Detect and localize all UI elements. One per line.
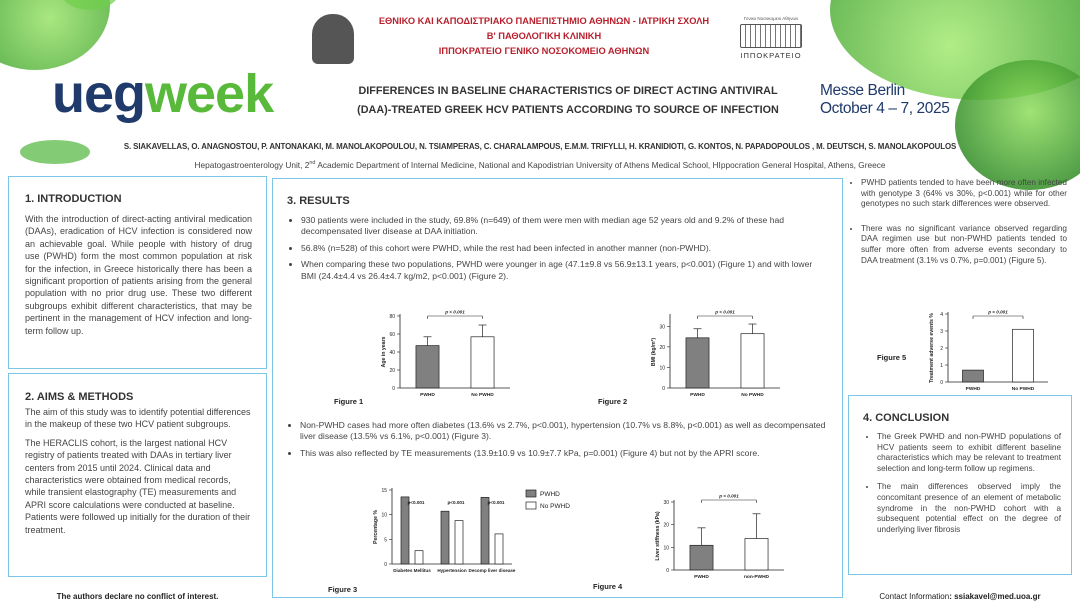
figure-3-caption: Figure 3 <box>328 585 358 594</box>
y-tick-label: 20 <box>389 368 395 374</box>
hospital-logo: Γενικο Νοσοκομειο Αθηνων ΙΠΠΟΚΡΑΤΕΙΟ <box>736 16 806 64</box>
y-tick-label: 20 <box>663 522 669 529</box>
aims-text-1: The aim of this study was to identify potential differences in the makeup of these two HCV patient subgroups. <box>25 407 251 430</box>
x-tick-label: PWHD <box>694 575 709 580</box>
y-tick-label: 0 <box>662 386 665 392</box>
y-tick-label: 4 <box>940 312 943 318</box>
y-axis-label: Percentage % <box>373 509 379 545</box>
legend-label: PWHD <box>540 491 560 498</box>
result-bullet: • 930 patients were included in the study, 69.8% (n=649) of them were men with median age 52 years old and 9.2% of these had decompensated liver disease at DAA initiation. <box>301 215 826 238</box>
y-tick-label: 0 <box>940 380 943 386</box>
x-tick-label: non-PWHD <box>743 575 770 580</box>
conclusion-bullet: • The main differences observed imply the concomitant presence of an element of metabolic syndrome in the non-PWHD cohort with a subsequent potential effect on the degree of underlying liver fibrosis <box>877 482 1061 535</box>
y-tick-label: 10 <box>663 545 669 552</box>
legend-swatch <box>526 490 536 497</box>
y-tick-label: 2 <box>940 346 943 352</box>
x-tick-label: No PWHD <box>1011 387 1035 392</box>
hospital-logo-name: ΙΠΠΟΚΡΑΤΕΙΟ <box>740 51 802 60</box>
authors: S. SIAKAVELLAS, O. ANAGNOSTOU, P. ANTONAKAKI, M. MANOLAKOPOULOU, N. TSIAMPERAS, C. CHARALAMPOUS, E.M.M. TRIFYLLI, H. KRANIDIOTI, G. KONTOS, N. PAPADOPOULOS , M. DEUTSCH, S. MANOLAKOPOULOS <box>123 142 957 151</box>
bar <box>415 551 423 564</box>
y-tick-label: 30 <box>659 324 665 331</box>
aims-title: 2. AIMS & METHODS <box>25 391 134 403</box>
y-tick-label: 1 <box>940 363 943 369</box>
result-bullet: • 56.8% (n=528) of this cohort were PWHD, while the rest had been infected in another manner (non-PWHD). <box>301 243 826 254</box>
institution-header <box>360 14 728 59</box>
result-bullet: • There was no significant variance observed regarding DAA regimen use but non-PWHD patients tended to suffer more often from adverse events secondary to DAA treatment (3.1% vs 0.7%, p=0.001) (Figure 5). <box>861 224 1067 266</box>
event-dates: October 4 – 7, 2025 <box>820 100 950 117</box>
university-logo <box>312 14 354 64</box>
bar <box>441 511 449 564</box>
y-axis-label: BMI (kg/m²) <box>651 337 657 367</box>
poster-title <box>318 82 818 120</box>
results-list-mid <box>286 420 826 464</box>
figure-1-caption: Figure 1 <box>334 397 364 406</box>
aims-text-2: The HERACLIS cohort, is the largest national HCV registry of patients treated with DAAs in tertiary liver centers from 2015 until 2024. Clinical data and characteristics were obtained from medical records, while transient elastography (TE) measurements and APRI score calculations were conducted at baseline. Patients were followed up initially for the duration of their treatment. <box>25 437 251 535</box>
results-title: 3. RESULTS <box>287 195 350 207</box>
ueg-wordmark: ueg <box>52 64 146 124</box>
figure-3-chart <box>354 484 580 584</box>
bar <box>401 497 409 564</box>
bar <box>745 538 768 570</box>
intro-text: With the introduction of direct-acting antiviral medication (DAAs), eradication of HCV infection is considered now an achievable goal. While people with history of drug use (PWHD) form the most common population at risk for the infection, in Greece historically there has been a significant proportion of patients arising from the general population with no prior drug use. These two different subgroups exhibit different characteristics, that may be pertinent in the management of HCV infection and long-term follow up. <box>25 214 252 336</box>
bar <box>455 521 463 564</box>
significance-label: p < 0.001 <box>719 493 739 499</box>
bar <box>471 337 494 388</box>
figure-2-caption: Figure 2 <box>598 397 628 406</box>
y-tick-label: 3 <box>940 329 943 335</box>
results-list-top <box>287 215 826 282</box>
x-tick-label: PWHD <box>420 393 435 398</box>
legend-label: No PWHD <box>540 503 570 510</box>
title-line-1: DIFFERENCES IN BASELINE CHARACTERISTICS OF DIRECT ACTING ANTIVIRAL <box>358 85 778 97</box>
significance-label: p = 0.001 <box>988 309 1008 315</box>
title-line-2: (DAA)-TREATED GREEK HCV PATIENTS ACCORDING TO SOURCE OF INFECTION <box>357 104 779 116</box>
y-tick-label: 5 <box>384 537 387 544</box>
bar <box>1013 329 1034 382</box>
y-tick-label: 0 <box>666 568 669 574</box>
bar <box>741 334 764 388</box>
contact-email: : ssiakavel@med.uoa.gr <box>949 592 1041 601</box>
intro-title: 1. INTRODUCTION <box>25 193 122 205</box>
legend-swatch <box>526 502 536 509</box>
event-info <box>820 82 949 118</box>
affiliation: Hepatogastroenterology Unit, 2nd Academic Department of Internal Medicine, National and Kapodistrian University of Athens Medical School, HIppocration General Hospital, Athens, Greece <box>194 160 886 170</box>
y-tick-label: 80 <box>389 314 395 320</box>
y-tick-label: 30 <box>663 500 669 506</box>
x-tick-label: Hypertension <box>437 568 467 573</box>
aims-panel <box>8 373 267 577</box>
bar <box>495 534 503 564</box>
bar <box>686 338 709 388</box>
institution-line-2: Β' ΠΑΘΟΛΟΓΙΚΗ ΚΛΙΝΙΚΗ <box>486 31 602 41</box>
y-axis-label: Treatment adverse events % <box>929 313 935 383</box>
y-tick-label: 10 <box>659 365 665 372</box>
x-tick-label: No PWHD <box>471 393 494 398</box>
y-tick-label: 0 <box>392 386 395 392</box>
y-axis-label: Age in years <box>381 336 387 368</box>
significance-label: p<0.001 <box>407 500 425 505</box>
intro-panel <box>8 176 267 369</box>
figure-1-chart <box>366 304 516 404</box>
week-wordmark: week <box>145 64 274 124</box>
conflict-disclosure: The authors declare no conflict of interest. <box>56 592 219 601</box>
ueg-week-logo <box>52 64 273 124</box>
significance-label: p < 0.001 <box>715 309 735 315</box>
institution-line-1: ΕΘΝΙΚΟ ΚΑΙ ΚΑΠΟΔΙΣΤΡΙΑΚΟ ΠΑΝΕΠΙΣΤΗΜΙΟ ΑΘΗΝΩΝ - ΙΑΤΡΙΚΗ ΣΧΟΛΗ <box>378 16 710 26</box>
bar <box>963 370 984 382</box>
figure-5-caption: Figure 5 <box>877 353 907 362</box>
y-axis-label: Liver stiffness (kPa) <box>655 511 661 561</box>
significance-label: p<0.001 <box>487 500 505 505</box>
conclusion-title: 4. CONCLUSION <box>863 412 950 424</box>
result-bullet: • When comparing these two populations, PWHD were younger in age (47.1±9.8 vs 56.9±13.1 years, p<0.001) (Figure 1) and with lower BMI (24.4±4.4 vs 26.4±4.7 kg/m2, p<0.001) (Figure 2). <box>301 259 826 282</box>
y-tick-label: 15 <box>381 488 387 494</box>
bar <box>416 346 439 388</box>
figure-4-caption: Figure 4 <box>593 582 623 591</box>
y-tick-label: 40 <box>389 350 395 356</box>
contact-info: Contact Information: ssiakavel@med.uoa.gr <box>879 592 1041 601</box>
x-tick-label: PWHD <box>690 393 705 398</box>
conclusion-bullet: • The Greek PWHD and non-PWHD populations of HCV patients seem to exhibit different baseline characteristics which may be relevant to treatment selection and long-term follow up regimens. <box>877 432 1061 474</box>
figure-4-chart <box>640 490 790 586</box>
figure-2-chart <box>636 304 786 404</box>
conclusion-panel <box>848 395 1072 575</box>
x-tick-label: No PWHD <box>741 393 764 398</box>
significance-label: p<0.001 <box>447 500 465 505</box>
result-bullet: • Non-PWHD cases had more often diabetes (13.6% vs 2.7%, p<0.001), hypertension (10.7% vs 8.8%, p<0.001) as well as decompensated liver disease (13.5% vs 6.1%, p<0.001) (Figure 3). <box>300 420 826 443</box>
result-bullet: • PWHD patients tended to have been more often infected with genotype 3 (64% vs 30%, p<0.001) while for other genotypes no such stark differences were observed. <box>861 178 1067 210</box>
bar <box>481 497 489 564</box>
y-tick-label: 10 <box>381 512 387 519</box>
result-bullet: • This was also reflected by TE measurements (13.9±10.9 vs 10.9±7.7 kPa, p=0.001) (Figure 4) but not by the APRI score. <box>300 448 826 459</box>
y-tick-label: 0 <box>384 562 387 568</box>
x-tick-label: Decomp liver disease <box>468 568 516 573</box>
institution-line-3: ΙΠΠΟΚΡΑΤΕΙΟ ΓΕΝΙΚΟ ΝΟΣΟΚΟΜΕΙΟ ΑΘΗΝΩΝ <box>438 46 650 56</box>
x-tick-label: PWHD <box>965 387 981 392</box>
y-tick-label: 20 <box>659 344 665 351</box>
x-tick-label: Diabetes Mellitus <box>393 568 431 573</box>
significance-label: p < 0.001 <box>445 309 465 315</box>
figure-5-chart <box>926 306 1056 392</box>
y-tick-label: 60 <box>389 332 395 338</box>
bar <box>690 545 713 570</box>
right-results <box>847 178 1067 274</box>
event-city: Messe Berlin <box>820 82 905 99</box>
